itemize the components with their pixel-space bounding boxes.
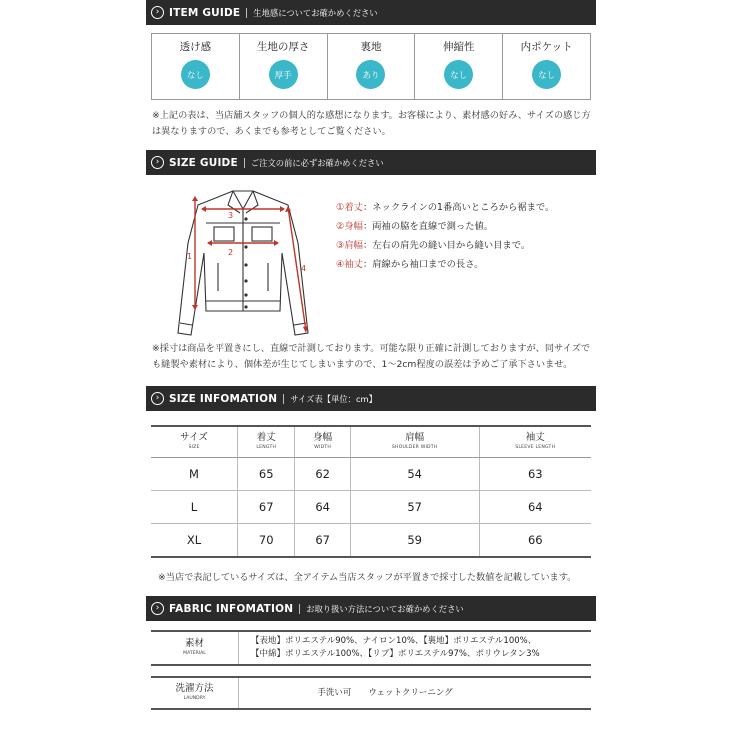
chest-pocket-left: [214, 227, 234, 241]
item-guide-header: [146, 0, 596, 25]
guide-value-badge: 厚手: [269, 60, 298, 89]
laundry-label-en: LAUNDRY: [183, 696, 206, 701]
guide-label: 伸縮性: [443, 41, 475, 53]
section-subtitle: ご注文の前に必ずお確かめください: [250, 157, 384, 168]
chevron-right-icon: ›: [151, 156, 164, 169]
laundry-row: [151, 676, 591, 710]
shoulder-cell: 59: [350, 524, 479, 558]
jacket-measurement-diagram: [158, 183, 348, 341]
legend-desc: ：左右の肩先の縫い目から縫い目まで。: [362, 240, 531, 251]
section-subtitle: サイズ表【単位：cm】: [290, 393, 377, 404]
shoulder-cell: 54: [350, 458, 479, 491]
item-guide-note: ※上記の表は、当店舗スタッフの個人的な感想になります。お客様により、素材感の好み、サイズの感じ方は異なりますので、あくまでも参考としてご覧ください。: [152, 110, 591, 137]
laundry-value: 手洗い可 ウェットクリーニング: [317, 687, 453, 698]
shoulder-cell: 57: [350, 491, 479, 524]
legend-key: 着丈: [344, 202, 363, 213]
chest-pocket-right: [252, 227, 272, 241]
guide-value-badge: なし: [181, 60, 210, 89]
sleeve-cell: 66: [479, 524, 591, 558]
guide-label: 内ポケット: [520, 41, 573, 53]
size-guide-header: [146, 150, 596, 175]
table-header-row: [151, 426, 591, 458]
guide-label: 生地の厚さ: [256, 41, 310, 53]
material-row: [151, 630, 591, 666]
chevron-right-icon: ›: [151, 602, 164, 615]
laundry-label-ja: 洗濯方法: [175, 683, 214, 694]
column-header: 身幅 WIDTH: [295, 426, 350, 458]
size-cell: L: [151, 491, 238, 524]
column-header: 袖丈 SLEEVE LENGTH: [479, 426, 591, 458]
legend-key: 身幅: [344, 221, 363, 232]
size-guide-note: ※採寸は商品を平置きにし、直線で計測しております。可能な限り正確に計測しておりますが、同サイズでも縫製や素材により、個体差が生じてしまいますので、1～2cm程度の誤差は予めご了承下さいませ。: [152, 343, 591, 370]
length-cell: 70: [238, 524, 295, 558]
guide-cell: [152, 34, 240, 99]
material-value: [239, 632, 591, 664]
section-subtitle: 生地感についてお確かめください: [253, 7, 378, 18]
section-title: SIZE GUIDE: [169, 156, 238, 169]
material-line: 【表地】ポリエステル90%、ナイロン10%、【裏地】ポリエステル100%、: [251, 636, 537, 646]
guide-cell: [240, 34, 328, 99]
column-header: 肩幅 SHOULDER WIDTH: [350, 426, 479, 458]
size-cell: M: [151, 458, 238, 491]
section-title: SIZE INFOMATION: [169, 392, 278, 405]
material-line: 【中綿】ポリエステル100%、【リブ】ポリエステル97%、ポリウレタン3%: [251, 649, 540, 659]
mark-shoulder: 3: [228, 211, 234, 220]
table-row: [151, 524, 591, 558]
section-title: FABRIC INFOMATION: [169, 602, 294, 615]
section-title: ITEM GUIDE: [169, 6, 241, 19]
column-header: 着丈 LENGTH: [238, 426, 295, 458]
size-info-note: ※当店で表記しているサイズは、全アイテム当店スタッフが平置きで採寸した数値を記載しています。: [158, 572, 577, 583]
guide-value-badge: あり: [356, 60, 385, 89]
jacket-buttons: [244, 217, 247, 308]
material-label: [151, 632, 239, 664]
size-cell: XL: [151, 524, 238, 558]
legend-num: ②: [336, 221, 345, 232]
width-cell: 64: [295, 491, 350, 524]
guide-label: 透け感: [179, 41, 212, 53]
legend-desc: ：ネックラインの1番高いところから裾まで。: [362, 202, 555, 213]
guide-cell: [328, 34, 416, 99]
measurement-legend: [336, 198, 554, 274]
divider: [283, 394, 284, 404]
legend-key: 袖丈: [344, 259, 363, 270]
legend-item: [336, 217, 554, 236]
guide-cell: [415, 34, 503, 99]
divider: [299, 604, 300, 614]
table-row: [151, 458, 591, 491]
fabric-info-header: [146, 596, 596, 621]
divider: [246, 8, 247, 18]
mark-sleeve: 4: [301, 264, 307, 273]
legend-num: ①: [336, 202, 345, 213]
width-cell: 67: [295, 524, 350, 558]
sleeve-cell: 63: [479, 458, 591, 491]
guide-value-badge: なし: [444, 60, 473, 89]
legend-key: 肩幅: [344, 240, 363, 251]
length-cell: 65: [238, 458, 295, 491]
legend-desc: ：両袖の脇を直線で測った値。: [362, 221, 494, 232]
guide-value-badge: なし: [532, 60, 561, 89]
sleeve-cuffs: [180, 323, 306, 325]
divider: [244, 158, 245, 168]
legend-item: [336, 198, 554, 217]
material-label-ja: 素材: [184, 638, 204, 649]
material-label-en: MATERIAL: [183, 651, 206, 656]
sleeve-cell: 64: [479, 491, 591, 524]
legend-item: [336, 236, 554, 255]
width-cell: 62: [295, 458, 350, 491]
chevron-right-icon: ›: [151, 392, 164, 405]
table-row: [151, 491, 591, 524]
guide-cell: [503, 34, 590, 99]
legend-num: ④: [336, 259, 345, 270]
mark-length: 1: [187, 252, 193, 261]
chevron-right-icon: ›: [151, 6, 164, 19]
legend-num: ③: [336, 240, 345, 251]
guide-label: 裏地: [360, 41, 382, 53]
size-info-header: [146, 386, 596, 411]
laundry-label: [151, 678, 239, 708]
column-header: サイズ SIZE: [151, 426, 238, 458]
legend-item: [336, 255, 554, 274]
legend-desc: ：肩線から袖口までの長さ。: [362, 259, 484, 270]
length-cell: 67: [238, 491, 295, 524]
item-guide-table: [151, 33, 591, 100]
section-subtitle: お取り扱い方法についてお確かめください: [306, 603, 464, 614]
size-table: [151, 425, 591, 558]
mark-width: 2: [228, 248, 234, 257]
